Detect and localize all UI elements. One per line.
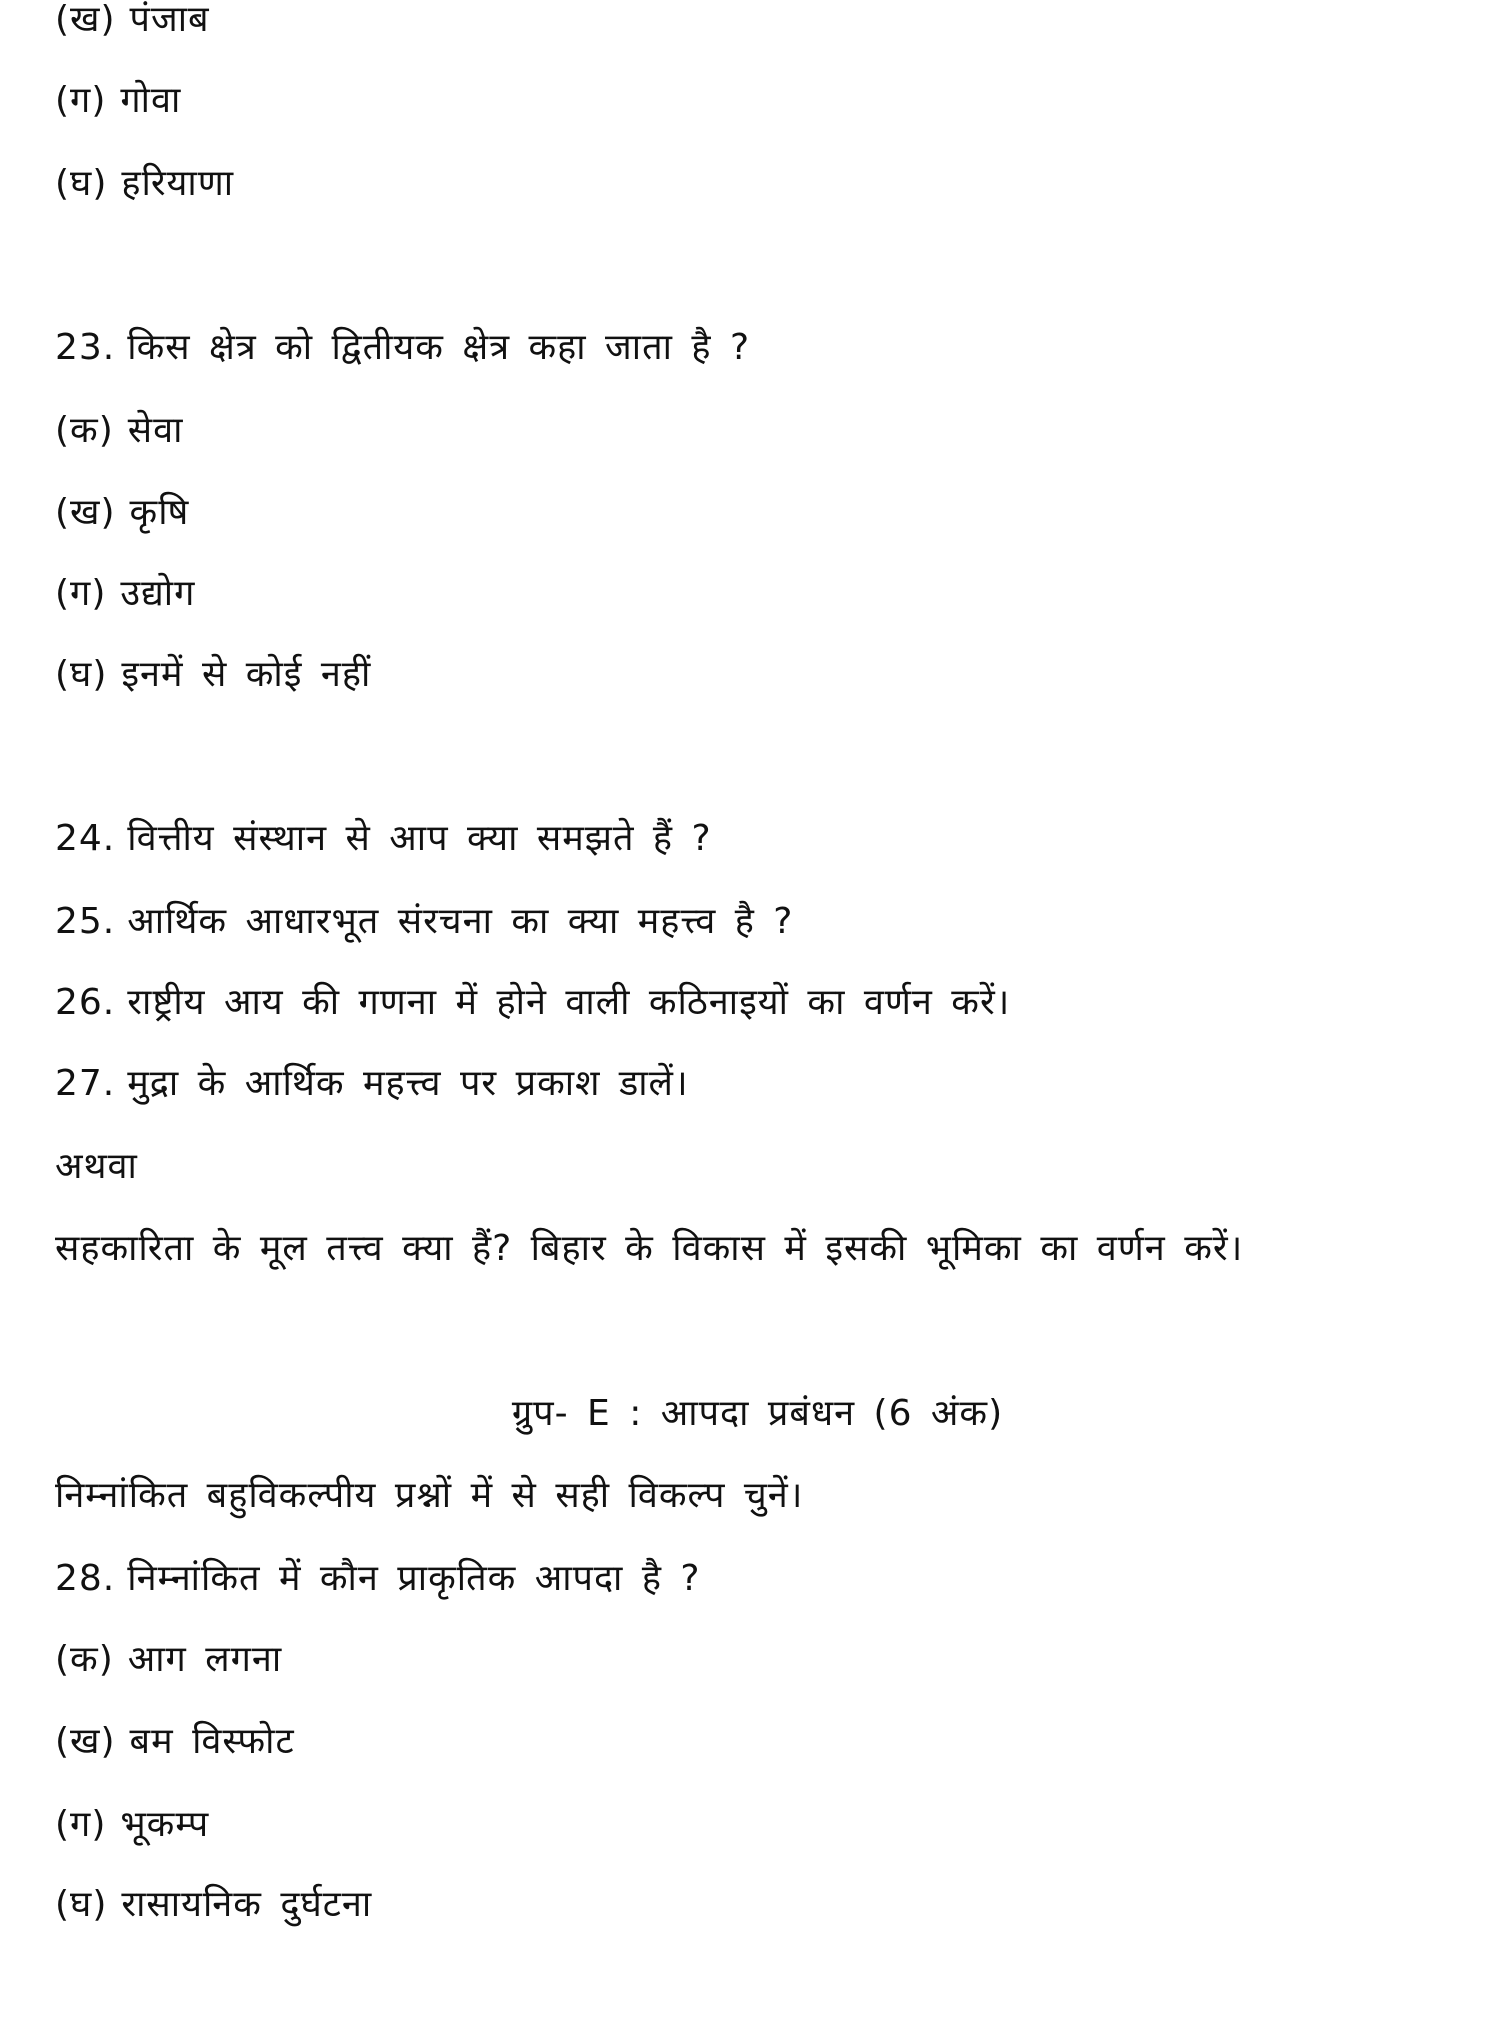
option-label: (ख) <box>55 492 116 533</box>
option-label: (ख) <box>55 1721 116 1762</box>
option-label: (ग) <box>55 80 107 121</box>
question-number: 27. <box>55 1063 116 1104</box>
option-label: (घ) <box>55 654 108 695</box>
question-25 <box>55 897 793 947</box>
option-label: (ख) <box>55 0 116 40</box>
option-text: हरियाणा <box>121 163 235 204</box>
option-text: इनमें से कोई नहीं <box>121 654 372 695</box>
option-text: भूकम्प <box>120 1804 210 1845</box>
option-text: पंजाब <box>129 0 210 40</box>
option-label: (ग) <box>55 1804 107 1845</box>
question-27-alternative: सहकारिता के मूल तत्त्व क्या हैं? बिहार के विकास में इसकी भूमिका का वर्णन करें। <box>55 1228 1244 1269</box>
option-label: (क) <box>55 410 114 451</box>
option-kha-prev <box>55 0 210 45</box>
question-text: राष्ट्रीय आय की गणना में होने वाली कठिनाइयों का वर्णन करें। <box>127 982 1011 1023</box>
question-number: 28. <box>55 1558 116 1599</box>
question-number: 23. <box>55 327 116 368</box>
option-label: (ग) <box>55 573 107 614</box>
option-text: आग लगना <box>127 1639 283 1680</box>
question-number: 24. <box>55 818 116 859</box>
question-number: 26. <box>55 982 116 1023</box>
option-text: कृषि <box>129 492 190 533</box>
question-text: आर्थिक आधारभूत संरचना का क्या महत्त्व है ? <box>127 901 794 942</box>
option-label: (घ) <box>55 1884 108 1925</box>
option-gha-prev <box>55 159 234 209</box>
option-label: (घ) <box>55 163 108 204</box>
question-27 <box>55 1059 689 1109</box>
q28-option-gha <box>55 1880 372 1930</box>
q23-option-gha <box>55 650 371 700</box>
question-23 <box>55 323 750 373</box>
option-text: रासायनिक दुर्घटना <box>121 1884 373 1925</box>
question-text: वित्तीय संस्थान से आप क्या समझते हैं ? <box>127 818 712 859</box>
q28-option-ga <box>55 1800 209 1850</box>
q23-option-kha <box>55 488 189 538</box>
question-26 <box>55 978 1010 1028</box>
question-text: किस क्षेत्र को द्वितीयक क्षेत्र कहा जाता है ? <box>127 327 751 368</box>
q28-option-kha <box>55 1717 295 1767</box>
question-28 <box>55 1554 701 1604</box>
option-text: बम विस्फोट <box>129 1721 295 1762</box>
q23-option-ga <box>55 569 195 619</box>
option-ga-prev <box>55 76 181 126</box>
option-text: उद्योग <box>120 573 196 614</box>
question-text: निम्नांकित में कौन प्राकृतिक आपदा है ? <box>127 1558 701 1599</box>
question-24 <box>55 814 712 864</box>
q23-option-ka <box>55 406 183 456</box>
option-text: गोवा <box>120 80 182 121</box>
option-label: (क) <box>55 1639 114 1680</box>
or-label: अथवा <box>55 1146 138 1187</box>
option-text: सेवा <box>127 410 184 451</box>
section-heading-group-e: ग्रुप- E : आपदा प्रबंधन (6 अंक) <box>511 1393 1004 1434</box>
question-number: 25. <box>55 901 116 942</box>
q28-option-ka <box>55 1635 282 1685</box>
question-text: मुद्रा के आर्थिक महत्त्व पर प्रकाश डालें। <box>127 1063 689 1104</box>
section-instruction: निम्नांकित बहुविकल्पीय प्रश्नों में से सही विकल्प चुनें। <box>55 1475 804 1516</box>
